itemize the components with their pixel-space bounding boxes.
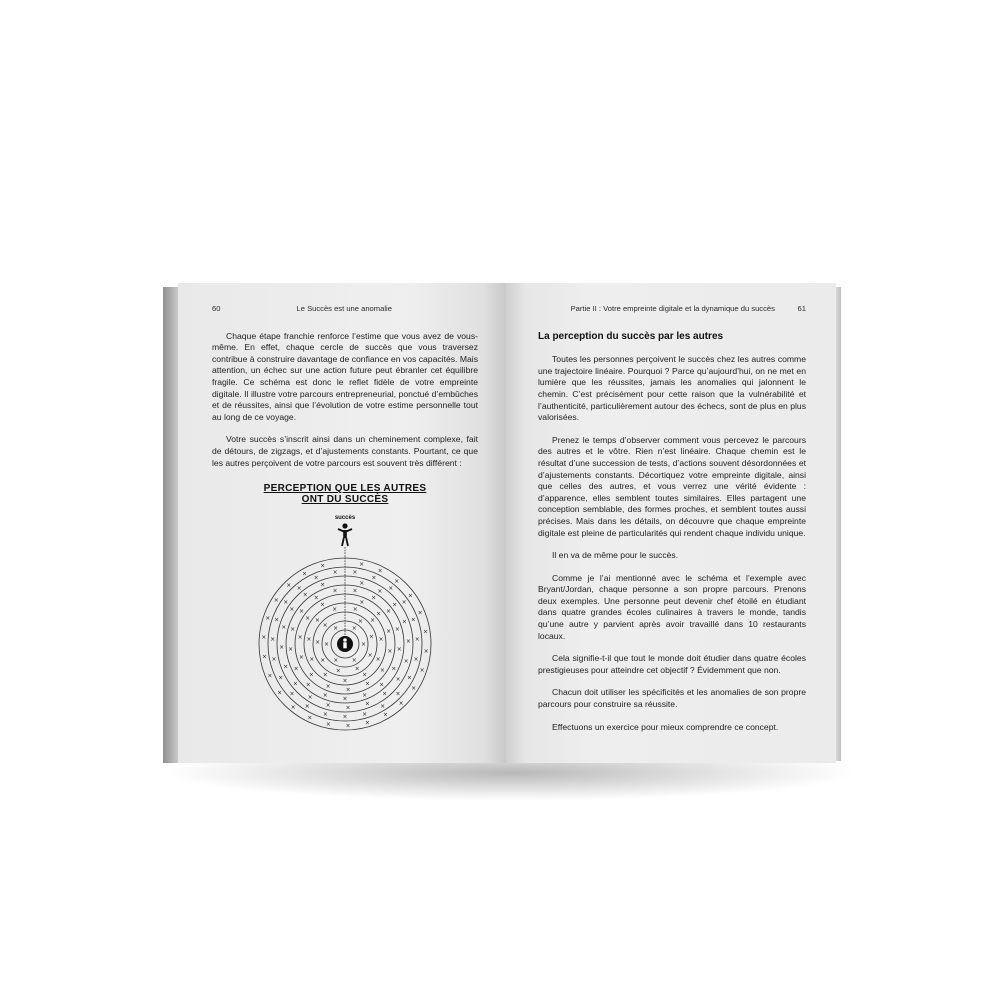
failure-marker: × [320,562,326,570]
failure-marker: × [270,636,276,644]
failure-marker: × [322,691,328,699]
failure-marker: × [367,652,373,660]
failure-marker: × [297,634,303,642]
failure-marker: × [391,665,397,673]
right-running-title: Partie II : Votre empreinte digitale et la dynamique du succès [570,304,775,313]
failure-marker: × [279,644,285,652]
failure-marker: × [306,635,312,643]
failure-marker: × [364,700,370,708]
failure-marker: × [292,680,298,688]
section-heading: La perception du succès par les autres [538,330,724,342]
left-running-head [212,303,478,315]
failure-marker: × [325,683,331,691]
failure-marker: × [407,592,413,600]
failure-marker: × [354,665,360,673]
failure-marker: × [308,671,314,679]
failure-marker: × [401,618,407,626]
failure-marker: × [302,591,308,599]
failure-marker: × [362,710,368,718]
failure-marker: × [377,567,383,575]
failure-marker: × [357,618,363,626]
failure-marker: × [314,617,320,625]
right-page [506,283,836,763]
failure-marker: × [352,606,358,614]
failure-marker: × [382,690,388,698]
failure-marker: × [342,677,348,685]
failure-marker: × [320,657,326,665]
failure-marker: × [362,691,368,699]
failure-marker: × [333,625,339,633]
failure-marker: × [379,667,385,675]
failure-marker: × [335,667,341,675]
failure-marker: × [359,579,365,587]
failure-marker: × [325,702,331,710]
failure-marker: × [342,713,348,721]
figure-title-line-2: ONT DU SUCCÈS [301,494,389,506]
figure-title-line-1: PERCEPTION QUE LES AUTRES [263,483,427,495]
failure-marker: × [271,655,277,663]
failure-marker: × [342,695,348,703]
right-paragraph-5: Cela signifie-t-il que tout le monde doit étudier dans quatre écoles prestigieuses pour atteindre cet objectif ? Évidemment que non. [538,653,806,675]
failure-marker: × [319,601,326,609]
failure-marker: × [283,663,289,671]
failure-marker: × [320,581,326,589]
failure-marker: × [288,646,294,654]
failure-marker: × [359,598,365,606]
failure-marker: × [290,704,296,712]
failure-marker: × [394,578,400,586]
failure-marker: × [281,624,287,632]
right-paragraph-2: Prenez le temps d’observer comment vous percevez le parcours des autres et le vôtre. Rien n’est linéaire. Chaque chemin est le résultat d’une succession de tests, d’actions souvent désordonnées et d’ajustements constants. Décortiquez votre empreinte digitale, ainsi que celles des autres, et vous verrez une vérité évidente : d’apparence, elles semblent toutes similaires. Elles partagent une conception semblable, des formes proches, et semblent toutes aussi précises. Mais dans les détails, on découvre que chaque empreinte digitale est pleine de particularités qui rendent chaque individu unique. [538,434,806,538]
failure-marker: × [296,584,302,592]
failure-marker: × [395,690,401,698]
left-paragraph-2: Votre succès s’inscrit ainsi dans un cheminement complexe, fait de détours, de zigzags, et d’ajustements constants. Pourtant, ce que les autres perçoivent de votre parcours est souvent très différent : [212,434,478,468]
failure-marker: × [370,617,376,625]
failure-marker: × [323,641,330,649]
right-paragraph-7: Effectuons un exercice pour mieux comprendre ce concept. [552,721,779,732]
failure-marker: × [379,681,385,689]
right-paragraph-4: Comme je l’ai mentionné avec le schéma et l’exemple avec Bryant/Jordan, chaque personne a son propre parcours. Prenons deux exemples. Une personne peut devenir chef étoilé en étudiant dans quatre grandes écoles culinaires à travers le monde, tandis qu’une autre y parvient après avoir travaillé dans 10 restaurants locaux. [538,572,806,641]
right-page-number: 61 [797,304,806,313]
failure-marker: × [352,569,358,577]
right-paragraph-1: Toutes les personnes perçoivent le succès chez les autres comme une trajectoire linéaire. Pourquoi ? Parce qu’aujourd’hui, on ne met en lumière que les réussites, jamais les anomalies qui jalonnent le chemin. C’est précisément pour cette raison que la vulnérabilité et l’authenticité, particulièrement autour des échecs, sont de plus en plus valorisées. [538,354,806,423]
failure-marker: × [352,587,358,595]
failure-marker: × [388,584,394,592]
failure-marker: × [364,680,371,688]
failure-marker: × [376,610,382,618]
failure-marker: × [417,609,423,617]
right-paragraph-3: Il en va de même pour le succès. [552,550,679,561]
failure-marker: × [305,615,311,623]
failure-marker: × [307,694,313,702]
failure-marker: × [364,719,370,727]
failure-marker: × [313,574,319,582]
failure-marker: × [273,597,279,605]
failure-marker: × [371,594,377,602]
failure-marker: × [413,655,419,663]
failure-marker: × [387,648,393,656]
left-page-number: 60 [212,304,221,313]
failure-marker: × [377,588,383,596]
failure-marker: × [403,657,409,665]
failure-marker: × [332,569,338,577]
failure-marker: × [309,656,315,664]
failure-marker: × [359,561,365,569]
failure-marker: × [278,674,284,682]
failure-marker: × [414,636,420,644]
failure-marker: × [423,648,429,656]
person-top-icon [338,524,352,547]
failure-marker: × [267,672,273,680]
failure-marker: × [293,665,299,673]
failure-marker: × [304,703,310,711]
failure-marker: × [410,616,416,624]
failure-marker: × [332,606,338,614]
figure-title [212,483,478,505]
failure-marker: × [351,657,357,665]
failure-marker: × [419,667,425,675]
failure-marker: × [386,628,392,636]
failure-marker: × [322,710,328,718]
success-circles-diagram [245,511,445,736]
left-running-title: Le Succès est une anomalie [296,304,392,313]
failure-marker: × [301,570,308,578]
right-running-head [538,303,806,315]
failure-marker: × [394,626,400,634]
failure-marker: × [395,676,401,684]
failure-marker: × [322,622,328,630]
failure-marker: × [345,722,351,730]
failure-marker: × [332,587,338,595]
failure-marker: × [382,711,389,719]
failure-marker: × [289,690,295,698]
failure-marker: × [345,704,351,712]
failure-marker: × [325,720,331,728]
failure-marker: × [307,714,313,722]
failure-marker: × [298,608,305,616]
right-paragraph-6: Chacun doit utiliser les spécificités et les anomalies de son propre parcours pour construire sa réussite. [538,687,806,710]
failure-marker: × [265,615,271,623]
failure-marker: × [360,641,367,649]
failure-marker: × [380,703,386,711]
failure-marker: × [401,599,407,607]
failure-marker: × [405,638,411,646]
failure-marker: × [305,681,311,689]
failure-marker: × [375,656,381,664]
failure-marker: × [283,599,289,607]
failure-marker: × [371,574,377,582]
failure-marker: × [411,684,417,692]
failure-marker: × [368,633,374,641]
failure-marker: × [392,601,398,609]
failure-marker: × [315,639,321,647]
failure-marker: × [286,582,292,590]
failure-marker: × [362,671,368,679]
failure-marker: × [333,657,339,665]
failure-marker: × [261,653,268,661]
failure-marker: × [398,700,404,708]
center-person-icon [337,636,353,652]
failure-marker: × [396,646,402,654]
failure-marker: × [277,689,283,697]
failure-marker: × [274,616,280,624]
failure-marker: × [298,654,304,662]
figure-top-label: succès [334,515,356,522]
failure-marker: × [385,608,392,616]
failure-marker: × [289,606,295,614]
left-page [178,283,506,763]
failure-marker: × [290,626,296,634]
failure-marker: × [345,686,351,694]
failure-marker: × [322,671,328,679]
failure-marker: × [378,635,384,643]
failure-marker: × [351,625,357,633]
failure-marker: × [313,594,319,602]
left-paragraph-1: Chaque étape franchie renforce l’estime que vous avez de vous-même. En effet, chaque cercle de succès que vous traversez contribue à construire davantage de confiance en vos capacités. Mais attention, un échec sur une action future peut ébranler cet équilibre fragile. Ce schéma est donc le reflet fidèle de votre empreinte digitale. Il illustre votre parcours entrepreneurial, ponctué d’embûches et de réussites, ainsi que l’évolution de votre estime personnelle tout au long de ce voyage. [212,330,478,422]
failure-marker: × [261,634,267,642]
failure-marker: × [406,674,412,682]
failure-marker: × [422,628,429,636]
